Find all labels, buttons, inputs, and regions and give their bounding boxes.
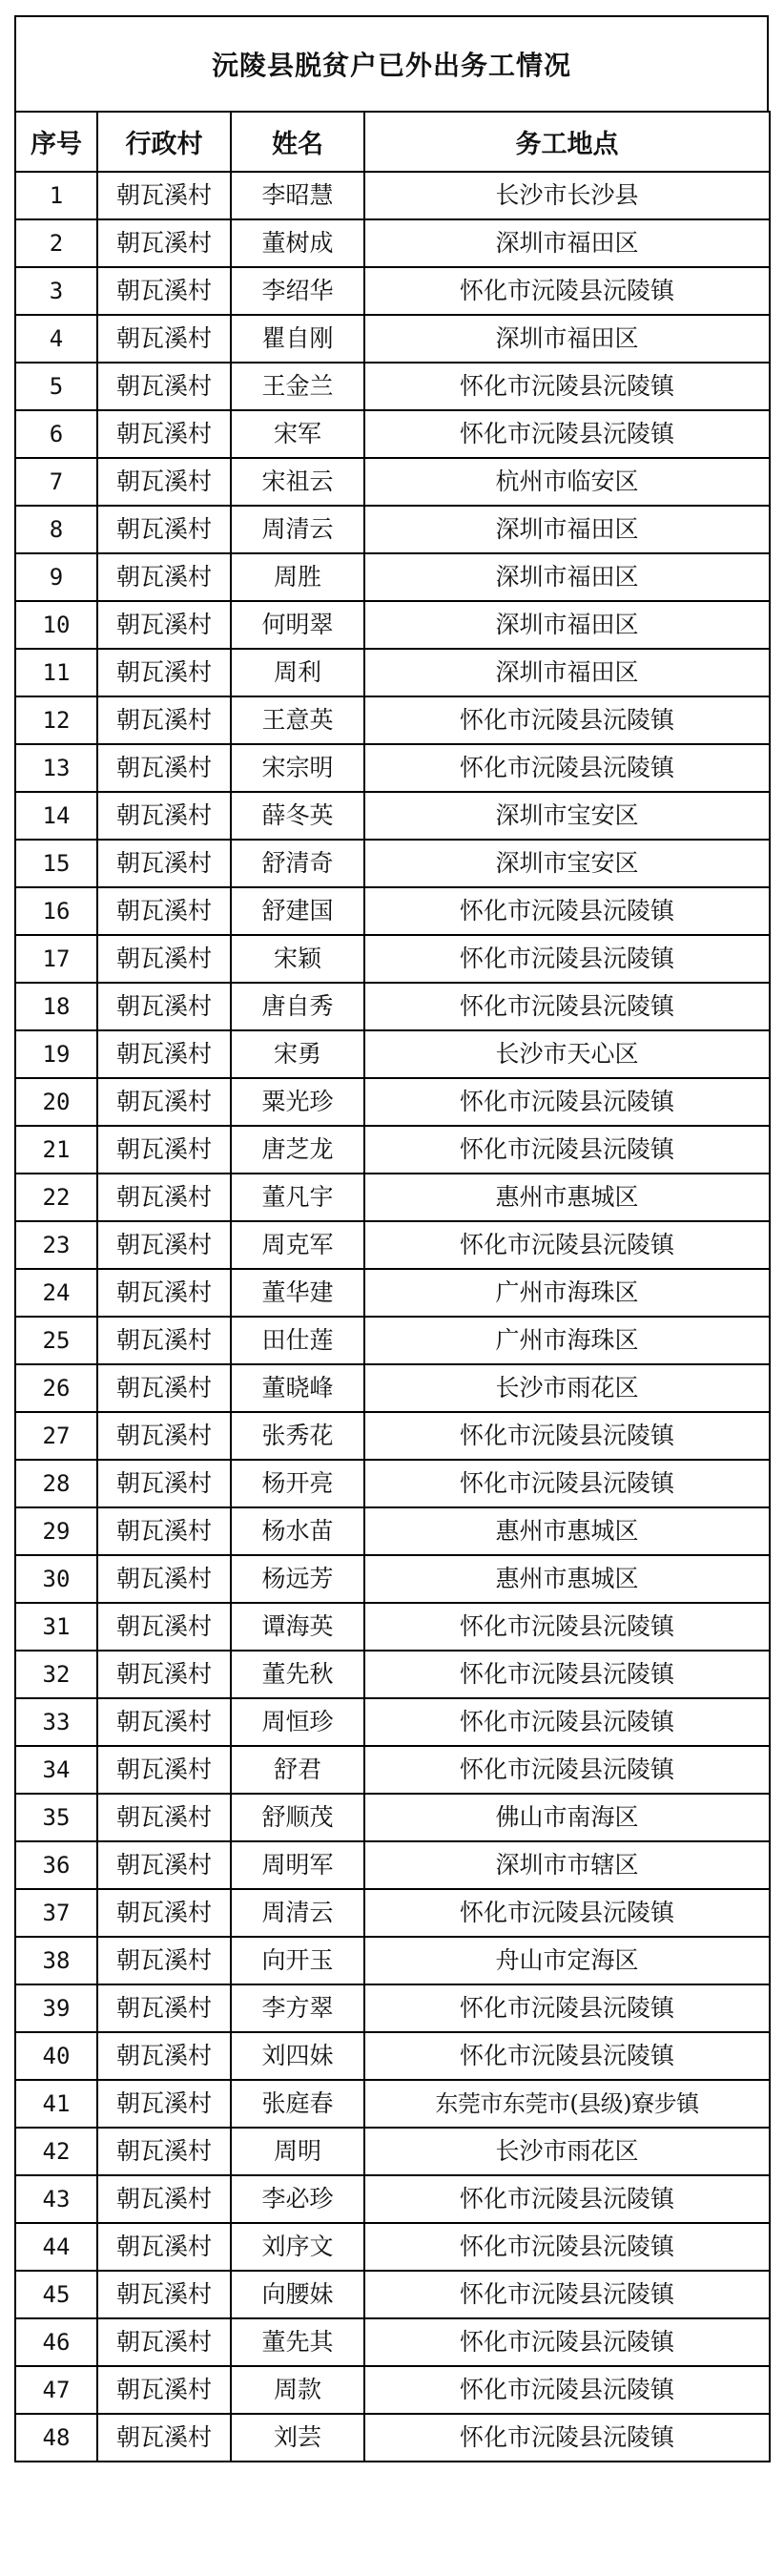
cell-village: 朝瓦溪村: [97, 172, 231, 219]
cell-work-location: 怀化市沅陵县沅陵镇: [364, 744, 770, 792]
cell-index: 35: [15, 1794, 97, 1841]
cell-index: 41: [15, 2080, 97, 2128]
cell-work-location: 怀化市沅陵县沅陵镇: [364, 2366, 770, 2414]
cell-name: 向腰妹: [231, 2271, 364, 2318]
cell-village: 朝瓦溪村: [97, 649, 231, 696]
table-title: 沅陵县脱贫户已外出务工情况: [14, 15, 769, 111]
cell-index: 10: [15, 601, 97, 649]
cell-village: 朝瓦溪村: [97, 410, 231, 458]
cell-work-location: 深圳市福田区: [364, 601, 770, 649]
table-row: [15, 792, 770, 840]
cell-name: 舒顺茂: [231, 1794, 364, 1841]
table-row: [15, 2032, 770, 2080]
cell-work-location: 怀化市沅陵县沅陵镇: [364, 2175, 770, 2223]
cell-village: 朝瓦溪村: [97, 2175, 231, 2223]
cell-work-location: 广州市海珠区: [364, 1269, 770, 1317]
cell-name: 宋勇: [231, 1030, 364, 1078]
table-row: [15, 1603, 770, 1651]
cell-work-location: 惠州市惠城区: [364, 1555, 770, 1603]
table-row: [15, 2175, 770, 2223]
cell-name: 何明翠: [231, 601, 364, 649]
cell-index: 42: [15, 2128, 97, 2175]
table-row: [15, 172, 770, 219]
cell-work-location: 深圳市福田区: [364, 219, 770, 267]
table-row: [15, 1221, 770, 1269]
cell-village: 朝瓦溪村: [97, 1937, 231, 1984]
cell-name: 谭海英: [231, 1603, 364, 1651]
cell-name: 周清云: [231, 1889, 364, 1937]
table-row: [15, 1364, 770, 1412]
cell-village: 朝瓦溪村: [97, 1364, 231, 1412]
cell-work-location: 深圳市福田区: [364, 649, 770, 696]
cell-work-location: 长沙市雨花区: [364, 2128, 770, 2175]
cell-work-location: 怀化市沅陵县沅陵镇: [364, 363, 770, 410]
cell-village: 朝瓦溪村: [97, 1221, 231, 1269]
table-row: [15, 1412, 770, 1460]
cell-village: 朝瓦溪村: [97, 219, 231, 267]
cell-index: 25: [15, 1317, 97, 1364]
table-row: [15, 2271, 770, 2318]
table-row: [15, 1555, 770, 1603]
header-village: 行政村: [97, 112, 231, 172]
cell-index: 46: [15, 2318, 97, 2366]
cell-work-location: 怀化市沅陵县沅陵镇: [364, 1126, 770, 1174]
cell-work-location: 怀化市沅陵县沅陵镇: [364, 1698, 770, 1746]
cell-work-location: 惠州市惠城区: [364, 1174, 770, 1221]
cell-village: 朝瓦溪村: [97, 1174, 231, 1221]
cell-work-location: 深圳市福田区: [364, 315, 770, 363]
cell-index: 4: [15, 315, 97, 363]
cell-name: 周利: [231, 649, 364, 696]
cell-village: 朝瓦溪村: [97, 2414, 231, 2462]
table-row: [15, 2318, 770, 2366]
cell-work-location: 舟山市定海区: [364, 1937, 770, 1984]
cell-index: 40: [15, 2032, 97, 2080]
cell-village: 朝瓦溪村: [97, 2271, 231, 2318]
cell-index: 5: [15, 363, 97, 410]
cell-village: 朝瓦溪村: [97, 1603, 231, 1651]
cell-village: 朝瓦溪村: [97, 1317, 231, 1364]
cell-name: 瞿自刚: [231, 315, 364, 363]
cell-name: 周胜: [231, 553, 364, 601]
cell-work-location: 佛山市南海区: [364, 1794, 770, 1841]
table-row: [15, 219, 770, 267]
cell-name: 周明: [231, 2128, 364, 2175]
cell-index: 14: [15, 792, 97, 840]
cell-village: 朝瓦溪村: [97, 696, 231, 744]
cell-index: 13: [15, 744, 97, 792]
cell-name: 舒清奇: [231, 840, 364, 887]
cell-name: 董晓峰: [231, 1364, 364, 1412]
table-row: [15, 649, 770, 696]
cell-village: 朝瓦溪村: [97, 2223, 231, 2271]
cell-work-location: 怀化市沅陵县沅陵镇: [364, 1603, 770, 1651]
table-row: [15, 363, 770, 410]
cell-work-location: 怀化市沅陵县沅陵镇: [364, 1651, 770, 1698]
cell-village: 朝瓦溪村: [97, 1698, 231, 1746]
cell-index: 15: [15, 840, 97, 887]
cell-index: 28: [15, 1460, 97, 1507]
cell-name: 王金兰: [231, 363, 364, 410]
worker-table: [14, 111, 771, 2462]
table-row: [15, 1651, 770, 1698]
cell-name: 李绍华: [231, 267, 364, 315]
cell-name: 薛冬英: [231, 792, 364, 840]
table-row: [15, 744, 770, 792]
worker-table-sheet: [14, 15, 769, 2462]
cell-name: 刘芸: [231, 2414, 364, 2462]
cell-name: 董凡宇: [231, 1174, 364, 1221]
table-row: [15, 1030, 770, 1078]
table-row: [15, 553, 770, 601]
cell-name: 董先秋: [231, 1651, 364, 1698]
cell-work-location: 深圳市福田区: [364, 506, 770, 553]
cell-work-location: 东莞市东莞市(县级)寮步镇: [364, 2080, 770, 2128]
table-row: [15, 2223, 770, 2271]
table-row: [15, 887, 770, 935]
cell-index: 38: [15, 1937, 97, 1984]
cell-index: 47: [15, 2366, 97, 2414]
cell-work-location: 怀化市沅陵县沅陵镇: [364, 1984, 770, 2032]
table-row: [15, 1937, 770, 1984]
cell-village: 朝瓦溪村: [97, 1746, 231, 1794]
cell-work-location: 怀化市沅陵县沅陵镇: [364, 2271, 770, 2318]
cell-name: 周款: [231, 2366, 364, 2414]
cell-index: 24: [15, 1269, 97, 1317]
cell-index: 8: [15, 506, 97, 553]
cell-village: 朝瓦溪村: [97, 1794, 231, 1841]
cell-index: 20: [15, 1078, 97, 1126]
cell-village: 朝瓦溪村: [97, 1984, 231, 2032]
table-row: [15, 935, 770, 983]
cell-index: 12: [15, 696, 97, 744]
cell-name: 李方翠: [231, 1984, 364, 2032]
cell-index: 48: [15, 2414, 97, 2462]
table-header-row: [15, 112, 770, 172]
table-row: [15, 267, 770, 315]
table-row: [15, 1746, 770, 1794]
cell-name: 王意英: [231, 696, 364, 744]
cell-village: 朝瓦溪村: [97, 1889, 231, 1937]
cell-village: 朝瓦溪村: [97, 744, 231, 792]
table-row: [15, 696, 770, 744]
table-row: [15, 506, 770, 553]
table-row: [15, 1126, 770, 1174]
cell-index: 11: [15, 649, 97, 696]
cell-name: 粟光珍: [231, 1078, 364, 1126]
cell-work-location: 怀化市沅陵县沅陵镇: [364, 1460, 770, 1507]
cell-village: 朝瓦溪村: [97, 1460, 231, 1507]
table-row: [15, 1317, 770, 1364]
cell-index: 31: [15, 1603, 97, 1651]
cell-work-location: 深圳市市辖区: [364, 1841, 770, 1889]
cell-village: 朝瓦溪村: [97, 1126, 231, 1174]
cell-index: 44: [15, 2223, 97, 2271]
cell-index: 29: [15, 1507, 97, 1555]
cell-work-location: 怀化市沅陵县沅陵镇: [364, 1078, 770, 1126]
cell-index: 18: [15, 983, 97, 1030]
cell-village: 朝瓦溪村: [97, 1507, 231, 1555]
cell-village: 朝瓦溪村: [97, 2032, 231, 2080]
table-row: [15, 601, 770, 649]
cell-name: 张庭春: [231, 2080, 364, 2128]
cell-village: 朝瓦溪村: [97, 2318, 231, 2366]
cell-village: 朝瓦溪村: [97, 1651, 231, 1698]
table-row: [15, 1460, 770, 1507]
cell-index: 26: [15, 1364, 97, 1412]
table-body: [15, 172, 770, 2462]
cell-name: 周清云: [231, 506, 364, 553]
cell-name: 舒君: [231, 1746, 364, 1794]
cell-name: 周明军: [231, 1841, 364, 1889]
cell-name: 周恒珍: [231, 1698, 364, 1746]
table-row: [15, 315, 770, 363]
cell-work-location: 怀化市沅陵县沅陵镇: [364, 887, 770, 935]
table-row: [15, 2080, 770, 2128]
header-name: 姓名: [231, 112, 364, 172]
cell-index: 23: [15, 1221, 97, 1269]
cell-work-location: 怀化市沅陵县沅陵镇: [364, 267, 770, 315]
cell-index: 39: [15, 1984, 97, 2032]
cell-name: 唐芝龙: [231, 1126, 364, 1174]
cell-village: 朝瓦溪村: [97, 1030, 231, 1078]
table-row: [15, 1841, 770, 1889]
cell-work-location: 怀化市沅陵县沅陵镇: [364, 2223, 770, 2271]
cell-name: 宋颖: [231, 935, 364, 983]
cell-name: 宋祖云: [231, 458, 364, 506]
cell-index: 43: [15, 2175, 97, 2223]
cell-name: 李昭慧: [231, 172, 364, 219]
cell-work-location: 怀化市沅陵县沅陵镇: [364, 1412, 770, 1460]
table-row: [15, 410, 770, 458]
table-row: [15, 1078, 770, 1126]
cell-index: 36: [15, 1841, 97, 1889]
cell-work-location: 深圳市宝安区: [364, 840, 770, 887]
cell-index: 33: [15, 1698, 97, 1746]
cell-village: 朝瓦溪村: [97, 2128, 231, 2175]
table-row: [15, 1174, 770, 1221]
cell-name: 刘序文: [231, 2223, 364, 2271]
cell-work-location: 长沙市雨花区: [364, 1364, 770, 1412]
cell-index: 27: [15, 1412, 97, 1460]
cell-work-location: 怀化市沅陵县沅陵镇: [364, 2032, 770, 2080]
cell-index: 16: [15, 887, 97, 935]
cell-village: 朝瓦溪村: [97, 315, 231, 363]
cell-name: 董先其: [231, 2318, 364, 2366]
cell-index: 17: [15, 935, 97, 983]
cell-work-location: 深圳市福田区: [364, 553, 770, 601]
table-row: [15, 840, 770, 887]
cell-village: 朝瓦溪村: [97, 2080, 231, 2128]
cell-village: 朝瓦溪村: [97, 1555, 231, 1603]
cell-name: 杨开亮: [231, 1460, 364, 1507]
cell-village: 朝瓦溪村: [97, 1078, 231, 1126]
cell-name: 宋军: [231, 410, 364, 458]
cell-name: 李必珍: [231, 2175, 364, 2223]
cell-name: 董树成: [231, 219, 364, 267]
cell-work-location: 怀化市沅陵县沅陵镇: [364, 983, 770, 1030]
cell-index: 19: [15, 1030, 97, 1078]
cell-index: 6: [15, 410, 97, 458]
cell-work-location: 惠州市惠城区: [364, 1507, 770, 1555]
cell-name: 周克军: [231, 1221, 364, 1269]
cell-index: 7: [15, 458, 97, 506]
cell-work-location: 长沙市长沙县: [364, 172, 770, 219]
cell-index: 34: [15, 1746, 97, 1794]
cell-index: 22: [15, 1174, 97, 1221]
cell-work-location: 怀化市沅陵县沅陵镇: [364, 935, 770, 983]
table-row: [15, 2414, 770, 2462]
cell-village: 朝瓦溪村: [97, 1269, 231, 1317]
cell-village: 朝瓦溪村: [97, 2366, 231, 2414]
cell-index: 37: [15, 1889, 97, 1937]
cell-index: 21: [15, 1126, 97, 1174]
cell-village: 朝瓦溪村: [97, 887, 231, 935]
cell-name: 杨水苗: [231, 1507, 364, 1555]
cell-name: 唐自秀: [231, 983, 364, 1030]
cell-village: 朝瓦溪村: [97, 267, 231, 315]
cell-work-location: 怀化市沅陵县沅陵镇: [364, 1889, 770, 1937]
table-row: [15, 2128, 770, 2175]
cell-work-location: 怀化市沅陵县沅陵镇: [364, 1746, 770, 1794]
cell-work-location: 怀化市沅陵县沅陵镇: [364, 696, 770, 744]
cell-village: 朝瓦溪村: [97, 792, 231, 840]
table-row: [15, 1794, 770, 1841]
cell-index: 32: [15, 1651, 97, 1698]
table-row: [15, 1889, 770, 1937]
header-work-location: 务工地点: [364, 112, 770, 172]
cell-work-location: 怀化市沅陵县沅陵镇: [364, 1221, 770, 1269]
cell-index: 45: [15, 2271, 97, 2318]
cell-index: 3: [15, 267, 97, 315]
cell-village: 朝瓦溪村: [97, 840, 231, 887]
cell-village: 朝瓦溪村: [97, 458, 231, 506]
header-index: 序号: [15, 112, 97, 172]
cell-work-location: 怀化市沅陵县沅陵镇: [364, 2318, 770, 2366]
cell-work-location: 杭州市临安区: [364, 458, 770, 506]
table-row: [15, 1507, 770, 1555]
cell-village: 朝瓦溪村: [97, 553, 231, 601]
cell-village: 朝瓦溪村: [97, 363, 231, 410]
table-row: [15, 458, 770, 506]
cell-name: 向开玉: [231, 1937, 364, 1984]
cell-name: 舒建国: [231, 887, 364, 935]
table-row: [15, 2366, 770, 2414]
cell-name: 刘四妹: [231, 2032, 364, 2080]
cell-index: 9: [15, 553, 97, 601]
cell-village: 朝瓦溪村: [97, 506, 231, 553]
cell-index: 30: [15, 1555, 97, 1603]
cell-name: 田仕莲: [231, 1317, 364, 1364]
cell-name: 杨远芳: [231, 1555, 364, 1603]
cell-work-location: 深圳市宝安区: [364, 792, 770, 840]
cell-index: 2: [15, 219, 97, 267]
cell-village: 朝瓦溪村: [97, 601, 231, 649]
cell-village: 朝瓦溪村: [97, 983, 231, 1030]
cell-village: 朝瓦溪村: [97, 1412, 231, 1460]
cell-index: 1: [15, 172, 97, 219]
cell-name: 宋宗明: [231, 744, 364, 792]
cell-work-location: 怀化市沅陵县沅陵镇: [364, 2414, 770, 2462]
cell-work-location: 怀化市沅陵县沅陵镇: [364, 410, 770, 458]
table-row: [15, 1984, 770, 2032]
cell-village: 朝瓦溪村: [97, 935, 231, 983]
table-row: [15, 1698, 770, 1746]
cell-work-location: 长沙市天心区: [364, 1030, 770, 1078]
cell-name: 张秀花: [231, 1412, 364, 1460]
table-row: [15, 1269, 770, 1317]
cell-name: 董华建: [231, 1269, 364, 1317]
cell-village: 朝瓦溪村: [97, 1841, 231, 1889]
table-row: [15, 983, 770, 1030]
cell-work-location: 广州市海珠区: [364, 1317, 770, 1364]
